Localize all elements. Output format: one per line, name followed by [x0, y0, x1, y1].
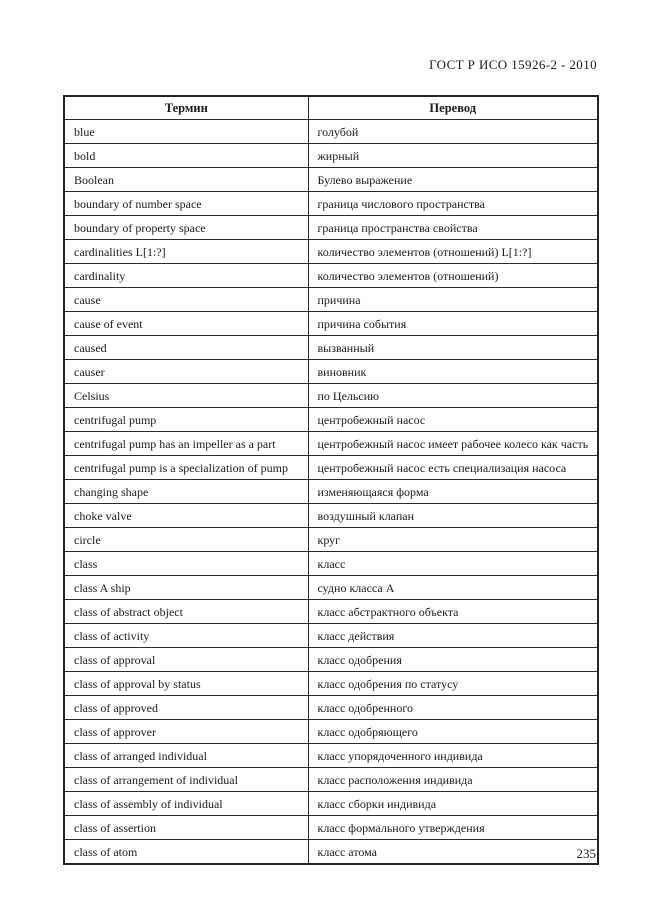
term-cell: changing shape [64, 480, 308, 504]
table-row [64, 432, 598, 456]
term-cell: class of arranged individual [64, 744, 308, 768]
term-cell: cardinality [64, 264, 308, 288]
translation-cell: класс одобрения по статусу [308, 672, 598, 696]
table-row [64, 120, 598, 144]
translation-cell: по Цельсию [308, 384, 598, 408]
table-row [64, 792, 598, 816]
term-cell: cause [64, 288, 308, 312]
translation-cell: класс атома [308, 840, 598, 865]
term-cell: class of approval by status [64, 672, 308, 696]
translation-cell: класс формального утверждения [308, 816, 598, 840]
term-cell: boundary of number space [64, 192, 308, 216]
term-cell: centrifugal pump has an impeller as a part [64, 432, 308, 456]
translation-cell: центробежный насос есть специализация насоса [308, 456, 598, 480]
table-row [64, 240, 598, 264]
translation-cell: количество элементов (отношений) L[1:?] [308, 240, 598, 264]
table-row [64, 816, 598, 840]
term-cell: class of atom [64, 840, 308, 865]
table-row [64, 576, 598, 600]
translation-cell: класс абстрактного объекта [308, 600, 598, 624]
term-cell: class of assembly of individual [64, 792, 308, 816]
table-row [64, 288, 598, 312]
table-row [64, 336, 598, 360]
term-cell: bold [64, 144, 308, 168]
translation-cell: воздушный клапан [308, 504, 598, 528]
table-row [64, 624, 598, 648]
translation-cell: класс действия [308, 624, 598, 648]
translation-cell: класс одобряющего [308, 720, 598, 744]
table-row [64, 696, 598, 720]
term-cell: circle [64, 528, 308, 552]
table-row [64, 168, 598, 192]
glossary-table [63, 95, 599, 865]
table-row [64, 312, 598, 336]
translation-cell: класс одобрения [308, 648, 598, 672]
column-header-term: Термин [64, 96, 308, 120]
table-row [64, 216, 598, 240]
term-cell: cardinalities L[1:?] [64, 240, 308, 264]
term-cell: class of abstract object [64, 600, 308, 624]
term-cell: choke valve [64, 504, 308, 528]
table-row [64, 264, 598, 288]
page-number: 235 [576, 846, 596, 861]
translation-cell: виновник [308, 360, 598, 384]
translation-cell: граница числового пространства [308, 192, 598, 216]
translation-cell: вызванный [308, 336, 598, 360]
translation-cell: круг [308, 528, 598, 552]
term-cell: class of approved [64, 696, 308, 720]
translation-cell: класс одобренного [308, 696, 598, 720]
term-cell: class of arrangement of individual [64, 768, 308, 792]
term-cell: class A ship [64, 576, 308, 600]
translation-cell: причина события [308, 312, 598, 336]
running-header: ГОСТ Р ИСО 15926-2 - 2010 [429, 57, 597, 72]
term-cell: Boolean [64, 168, 308, 192]
table-row [64, 672, 598, 696]
translation-cell: судно класса А [308, 576, 598, 600]
translation-cell: количество элементов (отношений) [308, 264, 598, 288]
table-row [64, 552, 598, 576]
term-cell: Celsius [64, 384, 308, 408]
translation-cell: класс [308, 552, 598, 576]
table-body [64, 120, 598, 865]
translation-cell: центробежный насос имеет рабочее колесо как часть [308, 432, 598, 456]
translation-cell: класс упорядоченного индивида [308, 744, 598, 768]
table-row [64, 648, 598, 672]
translation-cell: жирный [308, 144, 598, 168]
term-cell: boundary of property space [64, 216, 308, 240]
term-cell: caused [64, 336, 308, 360]
translation-cell: класс расположения индивида [308, 768, 598, 792]
term-cell: class of activity [64, 624, 308, 648]
term-cell: class [64, 552, 308, 576]
table-row [64, 600, 598, 624]
term-cell: causer [64, 360, 308, 384]
term-cell: centrifugal pump [64, 408, 308, 432]
table-row [64, 480, 598, 504]
table-row [64, 408, 598, 432]
table-row [64, 528, 598, 552]
term-cell: blue [64, 120, 308, 144]
translation-cell: изменяющаяся форма [308, 480, 598, 504]
table-row [64, 768, 598, 792]
translation-cell: Булево выражение [308, 168, 598, 192]
table-row [64, 840, 598, 865]
term-cell: class of approver [64, 720, 308, 744]
table-row [64, 360, 598, 384]
term-cell: class of approval [64, 648, 308, 672]
table-row [64, 456, 598, 480]
table-row [64, 720, 598, 744]
table-row [64, 144, 598, 168]
translation-cell: граница пространства свойства [308, 216, 598, 240]
translation-cell: причина [308, 288, 598, 312]
translation-cell: голубой [308, 120, 598, 144]
term-cell: class of assertion [64, 816, 308, 840]
table-row [64, 192, 598, 216]
term-cell: cause of event [64, 312, 308, 336]
table-header-row [64, 96, 598, 120]
column-header-translation: Перевод [308, 96, 598, 120]
translation-cell: класс сборки индивида [308, 792, 598, 816]
table-row [64, 384, 598, 408]
term-cell: centrifugal pump is a specialization of pump [64, 456, 308, 480]
table-row [64, 744, 598, 768]
table-row [64, 504, 598, 528]
translation-cell: центробежный насос [308, 408, 598, 432]
